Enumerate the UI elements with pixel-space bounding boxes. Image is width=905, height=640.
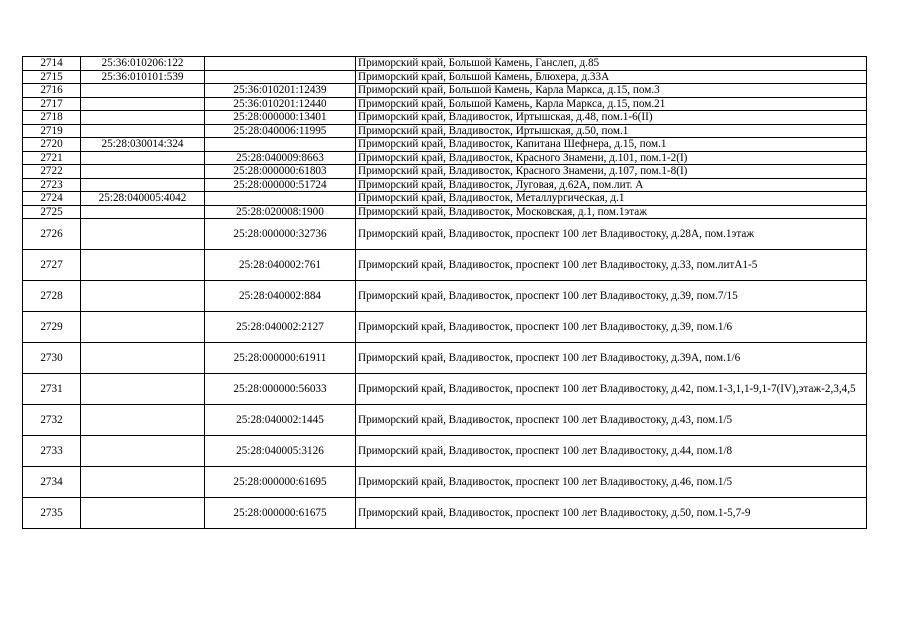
table-row — [23, 111, 867, 125]
document-page — [22, 56, 866, 529]
land-cadastral-number — [81, 111, 205, 125]
address-cell: Приморский край, Владивосток, Капитана Шефнера, д.15, пом.1 — [356, 138, 867, 152]
row-number: 2719 — [23, 124, 81, 138]
row-number: 2734 — [23, 467, 81, 498]
land-cadastral-number — [81, 312, 205, 343]
object-cadastral-number: 25:28:000000:56033 — [205, 374, 356, 405]
property-registry-table — [22, 56, 867, 529]
table-row — [23, 405, 867, 436]
row-number: 2728 — [23, 281, 81, 312]
land-cadastral-number: 25:36:010206:122 — [81, 57, 205, 71]
address-cell: Приморский край, Владивосток, проспект 100 лет Владивостоку, д.28А, пом.1этаж — [356, 219, 867, 250]
row-number: 2721 — [23, 151, 81, 165]
object-cadastral-number: 25:36:010201:12439 — [205, 84, 356, 98]
address-cell: Приморский край, Большой Камень, Карла Маркса, д.15, пом.3 — [356, 84, 867, 98]
land-cadastral-number — [81, 467, 205, 498]
row-number: 2723 — [23, 178, 81, 192]
address-cell: Приморский край, Большой Камень, Ганслеп, д.85 — [356, 57, 867, 71]
row-number: 2722 — [23, 165, 81, 179]
table-row — [23, 165, 867, 179]
land-cadastral-number — [81, 84, 205, 98]
table-row — [23, 343, 867, 374]
object-cadastral-number — [205, 70, 356, 84]
object-cadastral-number: 25:28:000000:13401 — [205, 111, 356, 125]
table-row — [23, 436, 867, 467]
address-cell: Приморский край, Владивосток, проспект 100 лет Владивостоку, д.42, пом.1-3,1,1-9,1-7(IV),этаж-2,3,4,5 — [356, 374, 867, 405]
land-cadastral-number — [81, 205, 205, 219]
row-number: 2716 — [23, 84, 81, 98]
object-cadastral-number: 25:28:020008:1900 — [205, 205, 356, 219]
row-number: 2727 — [23, 250, 81, 281]
table-row — [23, 178, 867, 192]
table-row — [23, 205, 867, 219]
row-number: 2735 — [23, 498, 81, 529]
row-number: 2726 — [23, 219, 81, 250]
table-row — [23, 57, 867, 71]
object-cadastral-number: 25:28:040006:11995 — [205, 124, 356, 138]
row-number: 2714 — [23, 57, 81, 71]
address-cell: Приморский край, Владивосток, Московская, д.1, пом.1этаж — [356, 205, 867, 219]
land-cadastral-number — [81, 498, 205, 529]
land-cadastral-number — [81, 405, 205, 436]
object-cadastral-number — [205, 57, 356, 71]
row-number: 2717 — [23, 97, 81, 111]
object-cadastral-number: 25:28:000000:61675 — [205, 498, 356, 529]
object-cadastral-number: 25:28:000000:61695 — [205, 467, 356, 498]
object-cadastral-number: 25:28:040005:3126 — [205, 436, 356, 467]
table-row — [23, 84, 867, 98]
table-row — [23, 281, 867, 312]
address-cell: Приморский край, Владивосток, проспект 100 лет Владивостоку, д.39А, пом.1/6 — [356, 343, 867, 374]
address-cell: Приморский край, Владивосток, проспект 100 лет Владивостоку, д.43, пом.1/5 — [356, 405, 867, 436]
table-row — [23, 374, 867, 405]
table-row — [23, 138, 867, 152]
object-cadastral-number: 25:36:010201:12440 — [205, 97, 356, 111]
table-row — [23, 124, 867, 138]
land-cadastral-number — [81, 151, 205, 165]
object-cadastral-number: 25:28:000000:51724 — [205, 178, 356, 192]
land-cadastral-number — [81, 97, 205, 111]
row-number: 2730 — [23, 343, 81, 374]
row-number: 2725 — [23, 205, 81, 219]
object-cadastral-number: 25:28:000000:32736 — [205, 219, 356, 250]
object-cadastral-number — [205, 138, 356, 152]
address-cell: Приморский край, Владивосток, проспект 100 лет Владивостоку, д.39, пом.1/6 — [356, 312, 867, 343]
table-row — [23, 250, 867, 281]
object-cadastral-number — [205, 192, 356, 206]
address-cell: Приморский край, Владивосток, Луговая, д.62А, пом.лит. А — [356, 178, 867, 192]
land-cadastral-number — [81, 219, 205, 250]
address-cell: Приморский край, Владивосток, Красного Знамени, д.107, пом.1-8(I) — [356, 165, 867, 179]
address-cell: Приморский край, Владивосток, проспект 100 лет Владивостоку, д.33, пом.литА1-5 — [356, 250, 867, 281]
land-cadastral-number: 25:28:040005:4042 — [81, 192, 205, 206]
row-number: 2732 — [23, 405, 81, 436]
row-number: 2720 — [23, 138, 81, 152]
row-number: 2718 — [23, 111, 81, 125]
address-cell: Приморский край, Владивосток, Красного Знамени, д.101, пом.1-2(I) — [356, 151, 867, 165]
row-number: 2733 — [23, 436, 81, 467]
table-row — [23, 192, 867, 206]
registry-body — [23, 57, 867, 529]
address-cell: Приморский край, Владивосток, проспект 100 лет Владивостоку, д.46, пом.1/5 — [356, 467, 867, 498]
land-cadastral-number — [81, 281, 205, 312]
address-cell: Приморский край, Владивосток, проспект 100 лет Владивостоку, д.50, пом.1-5,7-9 — [356, 498, 867, 529]
object-cadastral-number: 25:28:000000:61911 — [205, 343, 356, 374]
address-cell: Приморский край, Владивосток, Иртышская, д.50, пом.1 — [356, 124, 867, 138]
land-cadastral-number — [81, 374, 205, 405]
land-cadastral-number: 25:28:030014:324 — [81, 138, 205, 152]
table-row — [23, 151, 867, 165]
land-cadastral-number — [81, 343, 205, 374]
address-cell: Приморский край, Владивосток, проспект 100 лет Владивостоку, д.39, пом.7/15 — [356, 281, 867, 312]
row-number: 2715 — [23, 70, 81, 84]
address-cell: Приморский край, Владивосток, Иртышская, д.48, пом.1-6(II) — [356, 111, 867, 125]
land-cadastral-number: 25:36:010101:539 — [81, 70, 205, 84]
table-row — [23, 312, 867, 343]
table-row — [23, 498, 867, 529]
object-cadastral-number: 25:28:040002:2127 — [205, 312, 356, 343]
land-cadastral-number — [81, 436, 205, 467]
table-row — [23, 467, 867, 498]
object-cadastral-number: 25:28:040002:1445 — [205, 405, 356, 436]
row-number: 2724 — [23, 192, 81, 206]
object-cadastral-number: 25:28:040002:761 — [205, 250, 356, 281]
land-cadastral-number — [81, 250, 205, 281]
address-cell: Приморский край, Большой Камень, Карла Маркса, д.15, пом.21 — [356, 97, 867, 111]
object-cadastral-number: 25:28:040002:884 — [205, 281, 356, 312]
address-cell: Приморский край, Владивосток, проспект 100 лет Владивостоку, д.44, пом.1/8 — [356, 436, 867, 467]
row-number: 2731 — [23, 374, 81, 405]
row-number: 2729 — [23, 312, 81, 343]
object-cadastral-number: 25:28:040009:8663 — [205, 151, 356, 165]
address-cell: Приморский край, Большой Камень, Блюхера, д.33А — [356, 70, 867, 84]
table-row — [23, 97, 867, 111]
table-row — [23, 70, 867, 84]
table-row — [23, 219, 867, 250]
object-cadastral-number: 25:28:000000:61803 — [205, 165, 356, 179]
land-cadastral-number — [81, 178, 205, 192]
address-cell: Приморский край, Владивосток, Металлургическая, д.1 — [356, 192, 867, 206]
land-cadastral-number — [81, 124, 205, 138]
land-cadastral-number — [81, 165, 205, 179]
